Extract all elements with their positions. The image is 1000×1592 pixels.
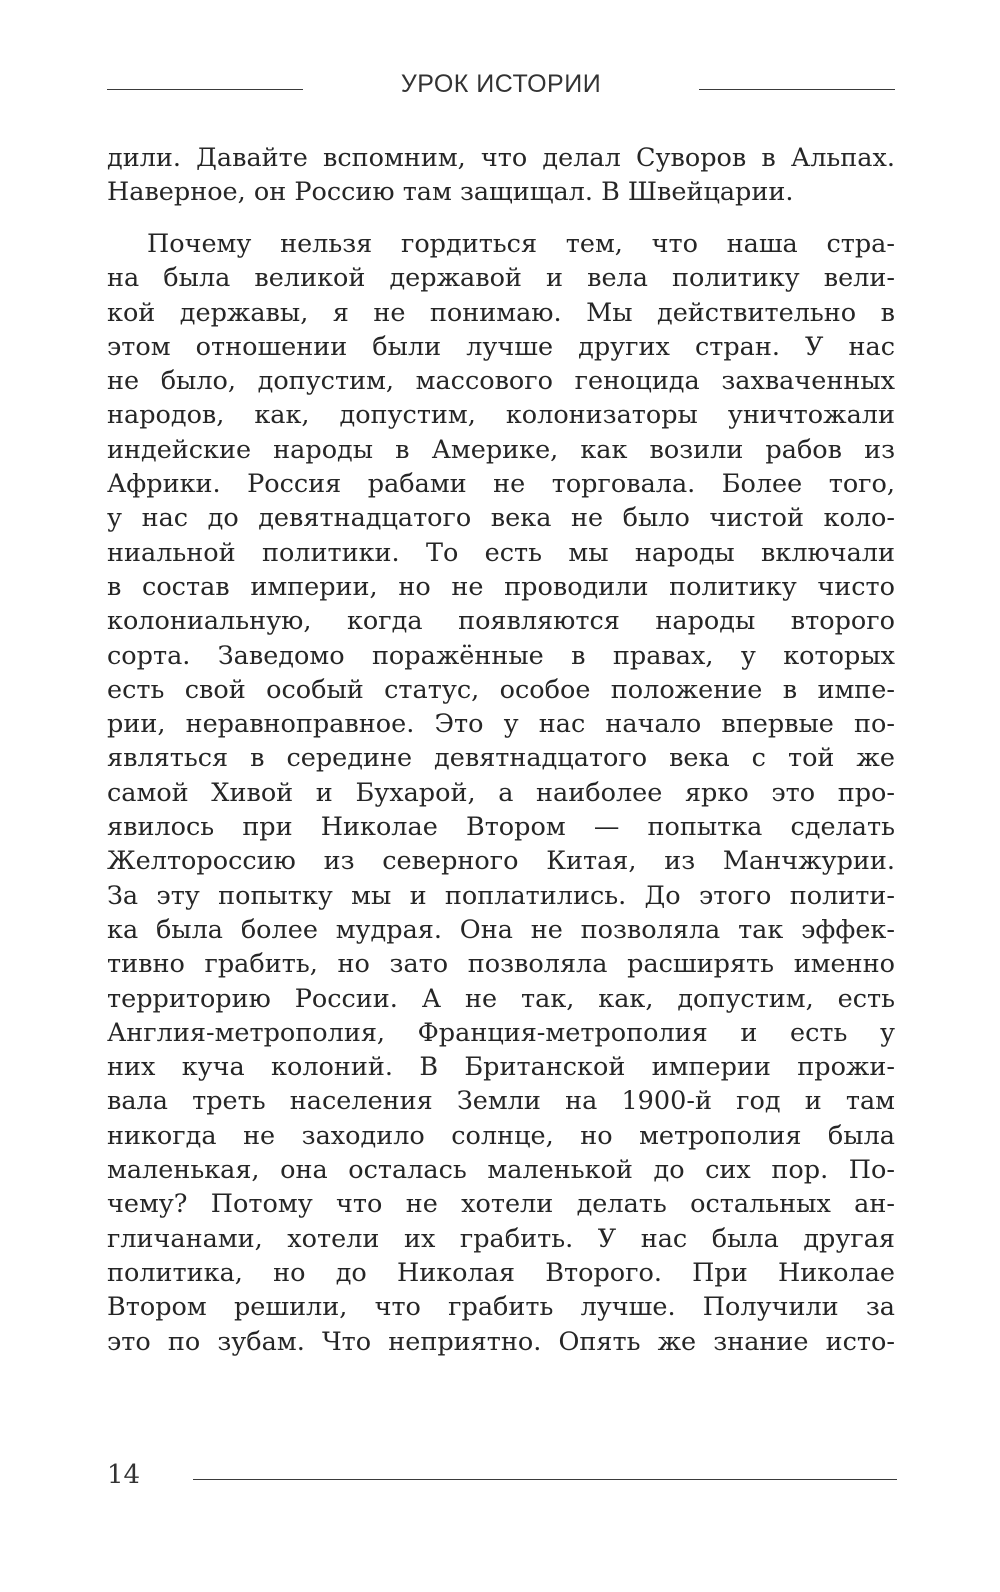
text-line: не было, допустим, массового геноцида захваченных <box>107 366 895 397</box>
text-line: ка была более мудрая. Она не позволяла так эффек- <box>107 914 895 945</box>
text-line: Наверное, он Россию там защищал. В Швейцарии. <box>107 177 794 208</box>
text-line: ниальной политики. То есть мы народы включали <box>107 537 895 568</box>
text-line: это по зубам. Что неприятно. Опять же знание исто- <box>107 1326 895 1357</box>
page-number: 14 <box>107 1460 141 1490</box>
paragraph-2 <box>107 227 895 1359</box>
text-line: гличанами, хотели их грабить. У нас была другая <box>107 1223 895 1254</box>
running-title: УРОК ИСТОРИИ <box>400 70 602 98</box>
text-line: дили. Давайте вспомним, что делал Суворов в Альпах. <box>107 143 895 173</box>
text-line: явилось при Николае Втором — попытка сделать <box>107 812 895 843</box>
text-line: политика, но до Николая Второго. При Николае <box>107 1257 895 1288</box>
text-line: кой державы, я не понимаю. Мы действительно в <box>107 297 895 328</box>
text-line: в состав империи, но не проводили политику чисто <box>107 571 895 602</box>
text-line: у нас до девятнадцатого века не было чистой коло- <box>107 503 895 534</box>
text-line: вала треть населения Земли на 1900-й год и там <box>107 1086 895 1117</box>
text-line: чему? Потому что не хотели делать остальных ан- <box>107 1189 895 1220</box>
text-line: народов, как, допустим, колонизаторы уничтожали <box>107 400 895 431</box>
text-line: на была великой державой и вела политику вели- <box>107 263 895 294</box>
text-line: являться в середине девятнадцатого века с той же <box>107 743 895 774</box>
text-line: территорию России. А не так, как, допустим, есть <box>107 983 895 1014</box>
text-line: индейские народы в Америке, как возили рабов из <box>107 434 895 465</box>
text-line: есть свой особый статус, особое положение в импе- <box>107 674 895 705</box>
text-line: колониальную, когда появляются народы второго <box>107 606 895 637</box>
text-line: маленькая, она осталась маленькой до сих пор. По- <box>107 1155 895 1186</box>
footer-rule <box>193 1479 897 1480</box>
page-footer <box>107 1460 897 1500</box>
text-line: самой Хивой и Бухарой, а наиболее ярко это про- <box>107 777 895 808</box>
text-line: Англия-метрополия, Франция-метрополия и есть у <box>107 1017 895 1048</box>
text-line: Африки. Россия рабами не торговала. Более того, <box>107 469 895 500</box>
text-line: рии, неравноправное. Это у нас начало впервые по- <box>107 709 895 740</box>
text-line: них куча колоний. В Британской империи прожи- <box>107 1052 895 1083</box>
text-line: никогда не заходило солнце, но метрополия была <box>107 1120 895 1151</box>
text-line: Почему нельзя гордиться тем, что наша стра- <box>147 229 895 259</box>
paragraph-1 <box>107 141 895 210</box>
text-line: этом отношении были лучше других стран. У нас <box>107 331 895 362</box>
running-header <box>107 66 895 106</box>
text-line: сорта. Заведомо поражённые в правах, у которых <box>107 640 895 671</box>
text-line: За эту попытку мы и поплатились. До этого полити- <box>107 880 895 911</box>
text-line: Втором решили, что грабить лучше. Получили за <box>107 1292 895 1323</box>
text-line: тивно грабить, но зато позволяла расширять именно <box>107 949 895 980</box>
header-rule-right <box>699 89 895 90</box>
text-line: Желтороссию из северного Китая, из Манчжурии. <box>107 846 895 877</box>
